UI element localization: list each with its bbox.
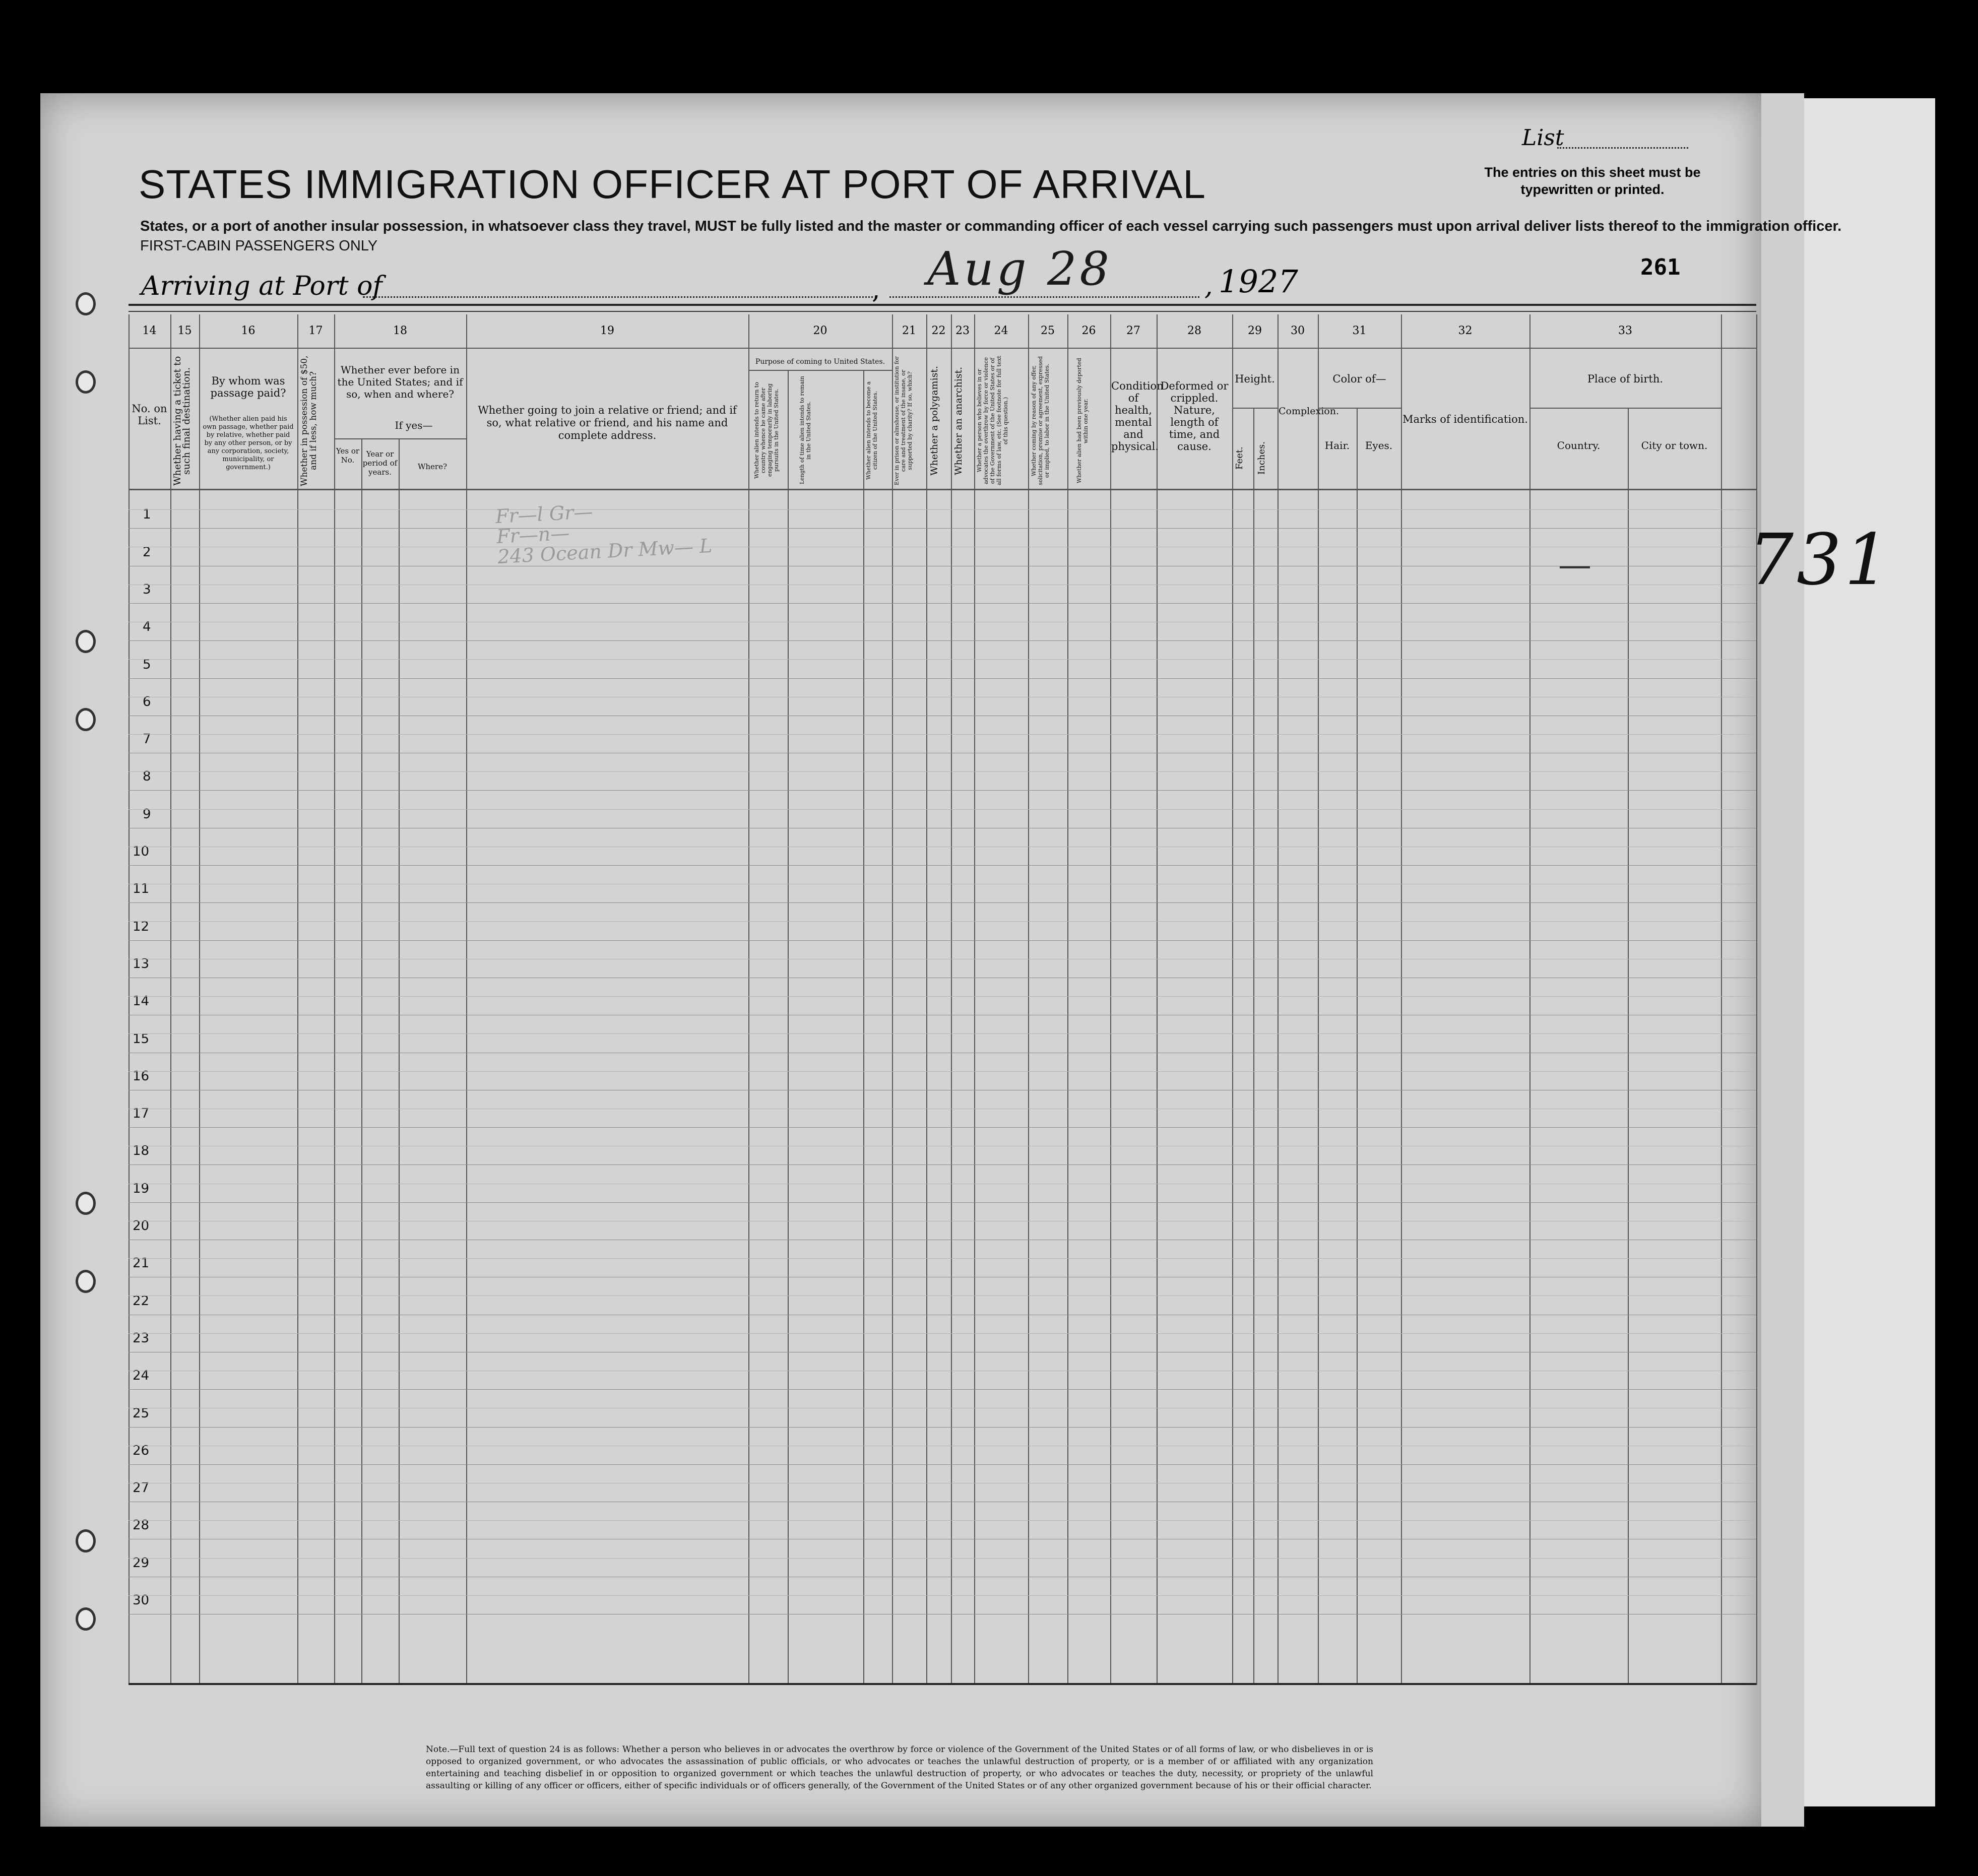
- column-line: [951, 314, 952, 1685]
- row-subline: [129, 1558, 1756, 1559]
- column-number: 31: [1352, 325, 1367, 337]
- column-number: 20: [813, 325, 827, 337]
- row-number: 29: [133, 1555, 150, 1571]
- column-line: [199, 314, 200, 1685]
- header-rule: [748, 370, 892, 371]
- row-number: 10: [133, 844, 150, 859]
- column-line: [974, 314, 975, 1685]
- header-polygamist: Whether a polygamist.: [929, 365, 940, 476]
- column-number: 15: [177, 325, 192, 337]
- column-number: 23: [955, 325, 970, 337]
- row-number: 3: [143, 581, 151, 597]
- row-subline: [129, 1071, 1756, 1072]
- punch-hole-icon: [76, 630, 96, 653]
- column-number: 25: [1041, 325, 1055, 337]
- row-subline: [129, 1033, 1756, 1034]
- row-number: 25: [133, 1405, 150, 1421]
- row2-birth-dash: [1560, 566, 1590, 568]
- column-line: [399, 438, 400, 1685]
- row-number: 20: [133, 1218, 150, 1234]
- row-number: 21: [133, 1256, 150, 1271]
- sheet-number: 261: [1640, 254, 1681, 280]
- page-title: STATES IMMIGRATION OFFICER AT PORT OF ARRIVAL: [139, 162, 1206, 207]
- separator-comma: ,: [1204, 271, 1213, 301]
- port-line: [363, 296, 877, 298]
- header-anarchist: Whether an anarchist.: [953, 366, 964, 475]
- bottom-rule: [129, 1683, 1756, 1685]
- row-number: 16: [133, 1068, 150, 1084]
- row-number: 5: [143, 657, 151, 672]
- table-row: [129, 1389, 1756, 1390]
- column-line: [1721, 314, 1722, 1685]
- header-place-of-birth: Place of birth.: [1587, 373, 1664, 385]
- header-inches: Inches.: [1256, 441, 1267, 475]
- row-subline: [129, 734, 1756, 735]
- column-number: 28: [1187, 325, 1201, 337]
- row-number: 24: [133, 1368, 150, 1384]
- header-ticket: Whether having a ticket to such final destination.: [172, 356, 192, 486]
- table-row: [129, 1464, 1756, 1465]
- column-line: [863, 370, 864, 1685]
- header-rule: [1232, 408, 1278, 409]
- table-row: [129, 678, 1756, 679]
- column-number: 18: [393, 325, 407, 337]
- header-purpose-length: Length of time alien intends to remain in the United States.: [799, 376, 812, 485]
- header-complexion: Complexion.: [1279, 406, 1339, 417]
- column-number: 14: [142, 325, 157, 337]
- column-line: [1318, 314, 1319, 1685]
- column-line: [1157, 314, 1158, 1685]
- header-purpose: Purpose of coming to United States.: [755, 358, 885, 366]
- punch-hole-icon: [76, 708, 96, 731]
- header-color-of: Color of—: [1332, 373, 1386, 385]
- list-line: [1557, 147, 1688, 149]
- row-number: 26: [133, 1443, 150, 1458]
- column-line: [1067, 314, 1068, 1685]
- row-number: 12: [133, 919, 150, 934]
- column-number: 16: [241, 325, 256, 337]
- row-subline: [129, 509, 1756, 510]
- row-number: 7: [143, 732, 151, 747]
- row-number: 22: [133, 1293, 150, 1309]
- punch-hole-icon: [76, 370, 96, 394]
- column-line: [1110, 314, 1111, 1685]
- list-label: List: [1522, 125, 1564, 151]
- header-health: Condition of health, mental and physical.: [1111, 380, 1164, 452]
- header-rule: [334, 438, 466, 439]
- row-number: 1: [143, 507, 151, 523]
- row-subline: [129, 1333, 1756, 1334]
- column-number: 27: [1126, 325, 1140, 337]
- header-feet: Feet.: [1234, 446, 1245, 470]
- header-purpose-citizen: Whether alien intends to become a citizen of the United States.: [865, 381, 878, 480]
- separator-comma: ,: [872, 275, 880, 305]
- column-line: [1529, 314, 1530, 1685]
- header-rule: [129, 311, 1756, 312]
- column-line: [1028, 314, 1029, 1685]
- header-no-on-list: No. on List.: [132, 403, 167, 427]
- row-number: 11: [133, 881, 150, 897]
- punch-hole-icon: [76, 292, 96, 315]
- table-row: [129, 902, 1756, 903]
- row1-handwriting: Fr—l Gr— Fr—n— 243 Ocean Dr Mw— L: [495, 500, 713, 568]
- row-subline: [129, 1258, 1756, 1259]
- header-deported: Whether alien had been previously deported within one year.: [1076, 358, 1089, 484]
- header-rule: [129, 489, 1756, 490]
- table-row: [129, 1202, 1756, 1203]
- header-if-yes: If yes—: [395, 419, 433, 431]
- margin-handwritten-number: 731: [1749, 519, 1893, 601]
- punch-hole-icon: [76, 1270, 96, 1293]
- row-number: 6: [143, 694, 151, 709]
- header-height: Height.: [1235, 373, 1275, 385]
- column-number: 17: [308, 325, 323, 337]
- header-before-in-us: Whether ever before in the United States; and if so, when and where?: [337, 364, 463, 400]
- row-number: 19: [133, 1181, 150, 1196]
- column-number: 19: [600, 325, 614, 337]
- column-number: 29: [1248, 325, 1262, 337]
- column-line: [926, 314, 927, 1685]
- header-join-relative: Whether going to join a relative or friend; and if so, what relative or friend, and his name and complete address.: [478, 404, 737, 441]
- year: 1927: [1219, 263, 1298, 300]
- header-purpose-return: Whether alien intends to return to country whence he came after engaging temporarily in laboring pursuits in the United States.: [753, 382, 780, 479]
- header-year-period: Year or period of years.: [362, 449, 398, 477]
- column-line: [1357, 408, 1358, 1685]
- class-label: FIRST-CABIN PASSENGERS ONLY: [140, 238, 378, 254]
- row-number: 4: [143, 619, 151, 635]
- table-row: [129, 528, 1756, 529]
- column-number: 21: [902, 325, 916, 337]
- table-row: [129, 1427, 1756, 1428]
- column-line: [748, 314, 749, 1685]
- row-number: 13: [133, 956, 150, 972]
- header-overthrow: Whether a person who believes in or advocates the overthrow by force or violence of the Government of the United States or of all forms of law, etc. (See footnote for full text of this question.): [976, 356, 1009, 486]
- date-line: [889, 296, 1199, 298]
- table-row: [129, 640, 1756, 641]
- table-row: [129, 940, 1756, 941]
- row-subline: [129, 771, 1756, 772]
- entries-note: The entries on this sheet must be typewritten or printed.: [1484, 165, 1701, 197]
- table-row: [129, 790, 1756, 791]
- row-number: 17: [133, 1106, 150, 1122]
- row-number: 15: [133, 1031, 150, 1047]
- column-line: [1232, 314, 1233, 1685]
- row-subline: [129, 1520, 1756, 1521]
- punch-hole-icon: [76, 1192, 96, 1215]
- header-fifty-dollars: Whether in possession of $50, and if less, how much?: [299, 355, 318, 486]
- table-row: [129, 865, 1756, 866]
- table-row: [129, 603, 1756, 604]
- manifest-table: [129, 314, 1756, 1685]
- column-line: [334, 314, 335, 1685]
- instructions-line: States, or a port of another insular possession, in whatsoever class they travel, MUST be fully listed and the master or commanding officer of each vessel carrying such passengers must upon arrival deliver lists thereof to the immigration officer.: [140, 218, 1842, 234]
- column-line: [1628, 408, 1629, 1685]
- header-offer: Whether coming by reason of any offer, solicitation, promise or agreement, expressed or implied, to labor in the United States.: [1031, 356, 1050, 486]
- row-number: 8: [143, 769, 151, 785]
- row-number: 9: [143, 806, 151, 822]
- arriving-label: Arriving at Port of: [141, 271, 382, 301]
- header-yes-no: Yes or No.: [336, 446, 360, 465]
- header-rule: [129, 304, 1756, 306]
- punch-hole-icon: [76, 1607, 96, 1631]
- column-line: [361, 438, 362, 1685]
- header-eyes: Eyes.: [1365, 439, 1393, 451]
- row-subline: [129, 996, 1756, 997]
- row-subline: [129, 809, 1756, 810]
- row-subline: [129, 659, 1756, 660]
- header-city: City or town.: [1641, 439, 1708, 451]
- column-number: 30: [1291, 325, 1305, 337]
- row-number: 14: [133, 994, 150, 1009]
- footnote: Note.—Full text of question 24 is as follows: Whether a person who believes in or advocates the overthrow by force or violence of the Government of the United States or of all forms of law, or who disbelieves in or is opposed to organized government, or who advocates the assassination of public officials, or who advocates or teaches the unlawful destruction of property, or is a member of or affiliated with any organization entertaining and teaching disbelief in or opposition to organized government or which teaches the unlawful destruction of property, or who advocates or teaches the duty, necessity, or propriety of the unlawful assaulting or killing of any officer or officers, either of specific individuals or of officers generally, of the Government of the United States or of any other organized government because of his or their official character.: [426, 1744, 1373, 1791]
- header-passage-paid: By whom was passage paid?: [210, 375, 286, 399]
- column-line: [297, 314, 298, 1685]
- column-line: [892, 314, 893, 1685]
- header-deformed: Deformed or crippled. Nature, length of time, and cause.: [1160, 380, 1229, 452]
- column-number: 32: [1458, 325, 1473, 337]
- column-line: [1278, 314, 1279, 1685]
- table-row: [129, 1127, 1756, 1128]
- handwritten-date: Aug 28: [927, 242, 1112, 296]
- column-line: [466, 314, 467, 1685]
- header-rule: [129, 348, 1756, 349]
- column-line: [788, 370, 789, 1685]
- header-country: Country.: [1557, 439, 1601, 451]
- column-line: [129, 314, 130, 1685]
- row-number: 23: [133, 1330, 150, 1346]
- row-number: 18: [133, 1143, 150, 1159]
- column-number: 24: [994, 325, 1008, 337]
- punch-hole-icon: [76, 1529, 96, 1552]
- header-hair: Hair.: [1324, 439, 1350, 451]
- header-where: Where?: [417, 462, 448, 471]
- column-line: [1253, 408, 1254, 1685]
- row-number: 27: [133, 1480, 150, 1496]
- row-number: 28: [133, 1518, 150, 1533]
- header-marks: Marks of identification.: [1402, 413, 1528, 425]
- row-subline: [129, 1595, 1756, 1596]
- column-number: 22: [931, 325, 946, 337]
- column-line: [170, 314, 171, 1685]
- row-number: 2: [143, 544, 151, 560]
- header-passage-paid-note: (Whether alien paid his own passage, whether paid by relative, whether paid by any other person, or by any corporation, society, municipality, or government.): [203, 415, 294, 471]
- row-subline: [129, 921, 1756, 922]
- header-rule: [1529, 408, 1721, 409]
- header-prison: Ever in prison or almshouse, or institution for care and treatment of the insane, or supported by charity? If so, which?: [894, 356, 913, 485]
- row-number: 30: [133, 1593, 150, 1608]
- column-number: 33: [1618, 325, 1632, 337]
- column-line: [1401, 314, 1402, 1685]
- column-number: 26: [1081, 325, 1096, 337]
